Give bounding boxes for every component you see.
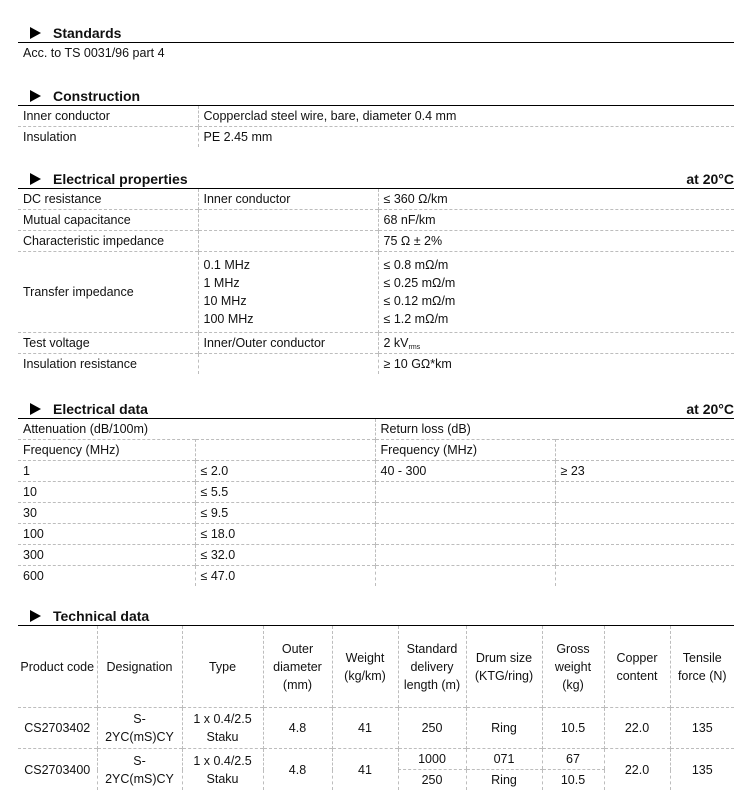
empty-cell [555, 503, 734, 524]
table-row [18, 189, 734, 210]
construction-header [18, 84, 734, 106]
table-row [18, 482, 734, 503]
triangle-bullet-icon [30, 173, 41, 185]
frequency: 0.1 MHz [203, 258, 251, 272]
frequency: 1 MHz [203, 276, 240, 290]
attenuation-value: ≤ 5.5 [195, 482, 375, 503]
return-loss-frequency: 40 - 300 [375, 461, 555, 482]
table-row [18, 127, 734, 148]
attenuation-frequency: 100 [23, 527, 44, 541]
table-row [18, 545, 734, 566]
technical-data-header [18, 604, 734, 626]
row-value: 68 nF/km [378, 210, 734, 231]
empty-cell [375, 482, 555, 503]
designation-line: S- [133, 712, 146, 726]
triangle-bullet-icon [30, 90, 41, 102]
table-row [18, 106, 734, 127]
column-header: Type [182, 626, 263, 708]
construction-table [18, 106, 734, 147]
column-header: Weight (kg/km) [332, 626, 398, 708]
outer-diameter: 4.8 [263, 749, 332, 791]
column-header: Drum size (KTG/ring) [466, 626, 542, 708]
electrical-data-header [18, 397, 734, 419]
drum-size: 071 [466, 749, 542, 770]
type-line: 1 x 0.4/2.5 [193, 712, 252, 726]
row-sub: Inner conductor [198, 189, 378, 210]
column-header: Copper content [604, 626, 670, 708]
technical-data-section [18, 604, 734, 790]
table-row [18, 333, 734, 354]
weight: 41 [332, 708, 398, 749]
row-value: Copperclad steel wire, bare, diameter 0.4 mm [198, 106, 734, 127]
temperature-condition: at 20°C [686, 171, 734, 187]
empty-cell [555, 566, 734, 587]
copper-content: 22.0 [604, 749, 670, 791]
attenuation-frequency: 1 [23, 464, 30, 478]
empty-cell [375, 503, 555, 524]
temperature-condition: at 20°C [686, 401, 734, 417]
empty-cell [195, 440, 375, 461]
electrical-properties-header [18, 167, 734, 189]
row-label: Characteristic impedance [23, 234, 165, 248]
row-label: Transfer impedance [23, 285, 134, 299]
column-header: Standard delivery length (m) [398, 626, 466, 708]
empty-cell [375, 545, 555, 566]
column-header: Tensile force (N) [670, 626, 734, 708]
table-row [18, 354, 734, 375]
table-row [18, 503, 734, 524]
header-row [18, 626, 734, 708]
type-line: 1 x 0.4/2.5 [193, 753, 252, 768]
row-sub [198, 354, 378, 375]
table-row [18, 210, 734, 231]
gross-weight: 10.5 [542, 770, 604, 791]
construction-section [18, 84, 734, 147]
attenuation-value: ≤ 2.0 [195, 461, 375, 482]
row-label: Insulation [23, 130, 77, 144]
designation-line: 2YC(mS)CY [105, 730, 174, 744]
table-row [18, 461, 734, 482]
frequency: 10 MHz [203, 294, 247, 308]
row-label: Test voltage [23, 336, 90, 350]
table-row [18, 524, 734, 545]
column-header: Outer diameter (mm) [263, 626, 332, 708]
triangle-bullet-icon [30, 27, 41, 39]
section-title: Electrical data [53, 401, 148, 417]
row-value: 75 Ω ± 2% [378, 231, 734, 252]
table-row [18, 440, 734, 461]
designation [97, 749, 182, 791]
standards-text: Acc. to TS 0031/96 part 4 [23, 46, 165, 60]
empty-cell [555, 545, 734, 566]
section-title: Construction [53, 88, 141, 104]
empty-cell [555, 524, 734, 545]
triangle-bullet-icon [30, 610, 41, 622]
standards-header [18, 21, 734, 43]
table-row [18, 419, 734, 440]
table-row [18, 749, 734, 770]
empty-cell [555, 482, 734, 503]
gross-weight: 67 [542, 749, 604, 770]
row-sub [198, 231, 378, 252]
row-label: DC resistance [23, 192, 102, 206]
triangle-bullet-icon [30, 403, 41, 415]
row-value: PE 2.45 mm [198, 127, 734, 148]
empty-cell [375, 566, 555, 587]
attenuation-value: ≤ 9.5 [195, 503, 375, 524]
row-value: ≤ 360 Ω/km [378, 189, 734, 210]
product-code: CS2703400 [24, 762, 91, 777]
section-title: Technical data [53, 608, 150, 624]
row-label: Insulation resistance [23, 357, 137, 371]
empty-cell [375, 524, 555, 545]
impedance-value: ≤ 0.25 mΩ/m [383, 276, 456, 290]
attenuation-frequency: 30 [23, 506, 37, 520]
drum-size: Ring [466, 770, 542, 791]
value-list [378, 252, 734, 333]
electrical-properties-section [18, 167, 734, 374]
impedance-value: ≤ 0.12 mΩ/m [383, 294, 456, 308]
attenuation-frequency: 10 [23, 485, 37, 499]
delivery-length: 250 [398, 708, 466, 749]
technical-data-table [18, 626, 734, 790]
outer-diameter: 4.8 [263, 708, 332, 749]
row-value: ≥ 10 GΩ*km [378, 354, 734, 375]
drum-size: Ring [466, 708, 542, 749]
attenuation-header: Attenuation (dB/100m) [23, 422, 149, 436]
frequency-label: Frequency (MHz) [375, 440, 555, 461]
column-header: Gross weight (kg) [542, 626, 604, 708]
attenuation-value: ≤ 32.0 [195, 545, 375, 566]
impedance-value: ≤ 1.2 mΩ/m [383, 312, 449, 326]
column-header: Product code [20, 659, 95, 674]
type-line: Staku [206, 730, 239, 744]
delivery-length: 250 [398, 770, 466, 791]
electrical-data-table [18, 419, 734, 586]
transfer-impedance-row [18, 252, 734, 333]
row-sub: Inner/Outer conductor [198, 333, 378, 354]
electrical-data-section [18, 397, 734, 586]
tensile-force: 135 [670, 749, 734, 791]
table-row [18, 566, 734, 587]
delivery-length: 1000 [398, 749, 466, 770]
voltage-subscript: rms [408, 343, 421, 351]
empty-cell [555, 440, 734, 461]
return-loss-header: Return loss (dB) [375, 419, 734, 440]
tensile-force: 135 [670, 708, 734, 749]
frequency: 100 MHz [203, 312, 254, 326]
standards-section [18, 21, 734, 63]
type [182, 708, 263, 749]
gross-weight: 10.5 [542, 708, 604, 749]
attenuation-value: ≤ 47.0 [195, 566, 375, 587]
weight: 41 [332, 749, 398, 791]
row-value [378, 333, 734, 354]
electrical-properties-table [18, 189, 734, 374]
row-label: Mutual capacitance [23, 213, 131, 227]
return-loss-value: ≥ 23 [555, 461, 734, 482]
attenuation-frequency: 600 [23, 569, 44, 583]
product-code: CS2703402 [24, 721, 91, 735]
impedance-value: ≤ 0.8 mΩ/m [383, 258, 449, 272]
frequency-list [198, 252, 378, 333]
frequency-label: Frequency (MHz) [23, 443, 120, 457]
table-row [18, 231, 734, 252]
row-sub [198, 210, 378, 231]
copper-content: 22.0 [604, 708, 670, 749]
row-label: Inner conductor [23, 109, 110, 123]
attenuation-value: ≤ 18.0 [195, 524, 375, 545]
section-title: Electrical properties [53, 171, 188, 187]
attenuation-frequency: 300 [23, 548, 44, 562]
type-line: Staku [206, 771, 239, 786]
type [182, 749, 263, 791]
voltage-value: 2 kV [383, 335, 409, 350]
column-header: Designation [97, 626, 182, 708]
designation-line: 2YC(mS)CY [105, 771, 174, 786]
designation-line: S- [133, 753, 146, 768]
designation [97, 708, 182, 749]
section-title: Standards [53, 25, 122, 41]
table-row [18, 708, 734, 749]
